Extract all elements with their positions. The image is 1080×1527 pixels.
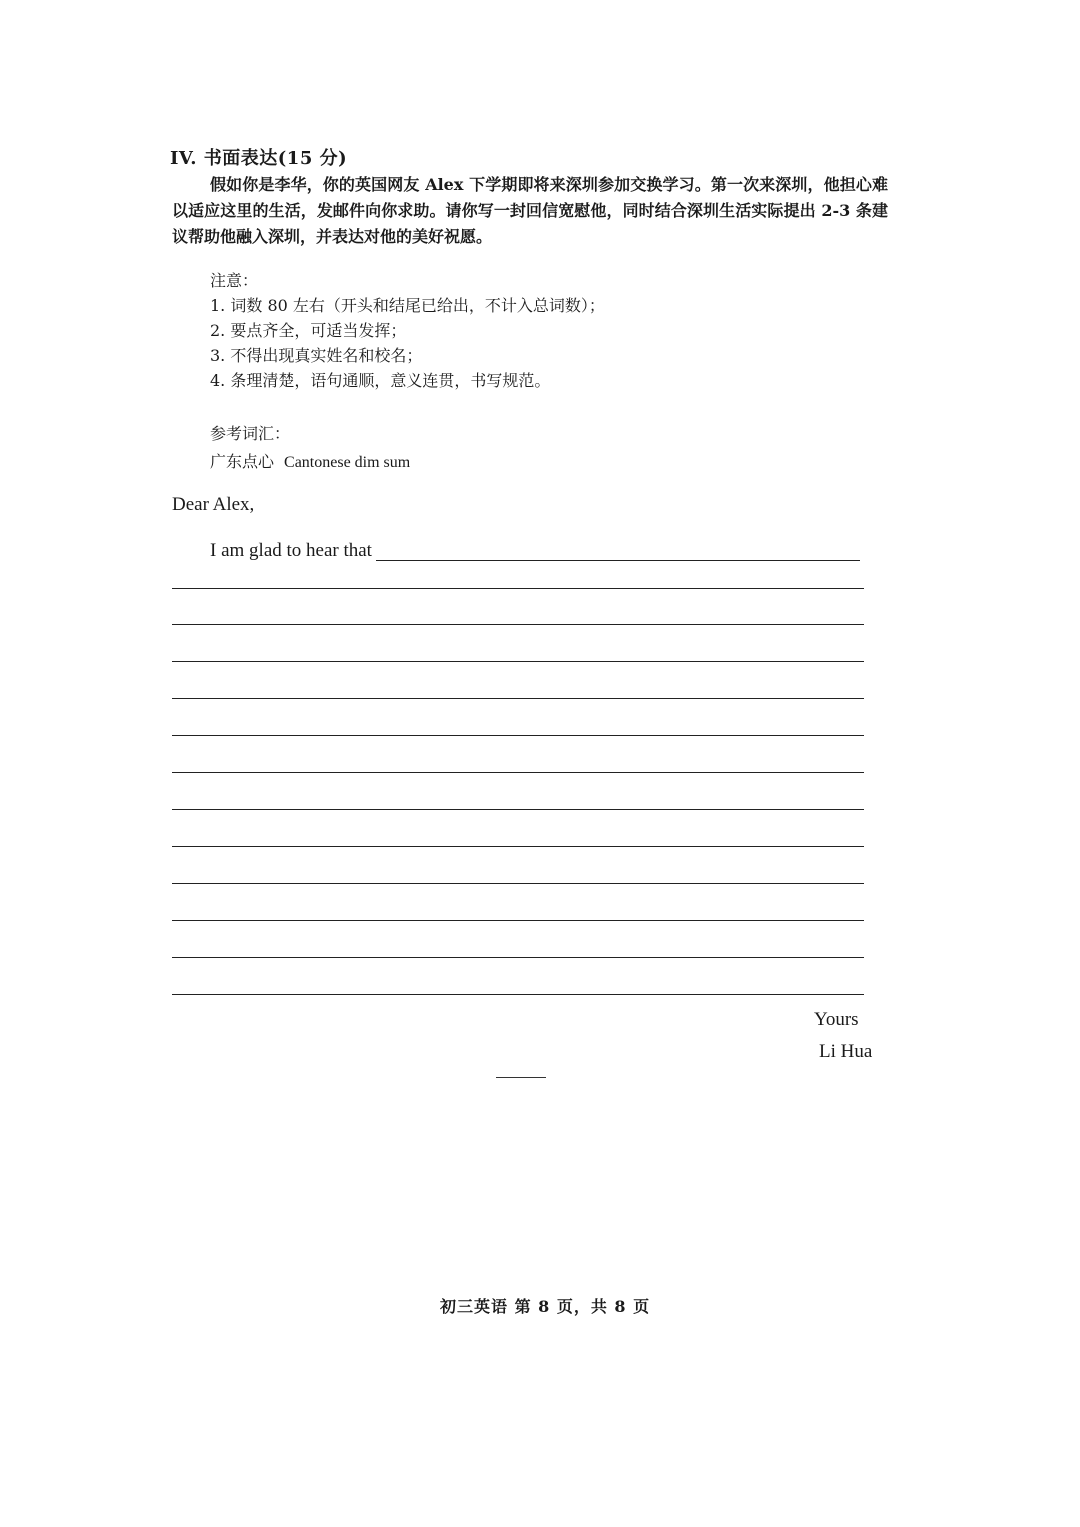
answer-line[interactable] [172,661,864,662]
notes-block [210,268,605,393]
answer-line[interactable] [172,588,864,589]
note-item: 4. 条理清楚，语句通顺，意义连贯，书写规范。 [210,371,551,390]
answer-line[interactable] [172,920,864,921]
letter-opening: I am glad to hear that [210,540,372,561]
letter-signature: Li Hua [819,1041,873,1062]
vocab-heading: 参考词汇： [210,424,291,443]
vocab-item-zh: 广东点心 [210,452,275,471]
letter-greeting: Dear Alex, [172,494,255,515]
answer-line-opening[interactable] [376,560,860,561]
end-divider [496,1077,546,1078]
answer-line[interactable] [172,883,864,884]
page-footer: 初三英语 第 8 页，共 8 页 [440,1297,651,1316]
note-item: 3. 不得出现真实姓名和校名； [210,346,423,365]
note-item: 2. 要点齐全，可适当发挥； [210,321,407,340]
note-item: 1. 词数 80 左右（开头和结尾已给出，不计入总词数）； [210,296,605,315]
vocab-item [210,448,410,477]
answer-line[interactable] [172,772,864,773]
answer-line[interactable] [172,994,864,995]
answer-line[interactable] [172,957,864,958]
answer-line[interactable] [172,809,864,810]
answer-line[interactable] [172,698,864,699]
letter-closing: Yours [814,1009,859,1030]
answer-line[interactable] [172,735,864,736]
notes-list [210,293,605,393]
writing-prompt: 假如你是李华，你的英国网友 Alex 下学期即将来深圳参加交换学习。第一次来深圳，他担心难以适应这里的生活，发邮件向你求助。请你写一封回信宽慰他，同时结合深圳生活实际提出 2-3 条建议帮助他融入深圳，并表达对他的美好祝愿。 [172,175,888,246]
answer-line[interactable] [172,846,864,847]
vocab-item-en: Cantonese dim sum [284,454,411,471]
notes-heading: 注意： [210,271,259,290]
vocab-block [210,420,410,477]
section-title: IV. 书面表达(15 分) [170,148,348,169]
answer-line[interactable] [172,624,864,625]
